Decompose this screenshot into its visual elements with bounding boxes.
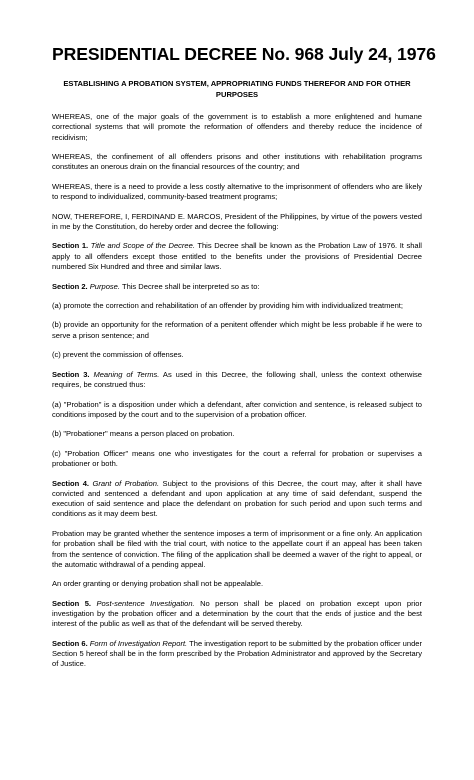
whereas-clause-1: WHEREAS, one of the major goals of the government is to establish a more enlightened and humane correctional systems that will promote the reformation of offenders and thereby reduce the incidence of recidivism; [52, 112, 422, 142]
now-therefore-clause: NOW, THEREFORE, I, FERDINAND E. MARCOS, President of the Philippines, by virtue of the powers vested in me by the Constitution, do hereby order and decree the following: [52, 211, 422, 231]
section-4 [52, 479, 422, 520]
section-3-item-b: (b) "Probationer" means a person placed on probation. [52, 429, 235, 439]
section-2-item-c: (c) prevent the commission of offenses. [52, 350, 184, 360]
section-2-item-b: (b) provide an opportunity for the reformation of a penitent offender which might be less probable if he were to serve a prison sentence; and [52, 320, 422, 340]
section-3-label: Section 3. [52, 369, 90, 379]
section-2-title: Purpose. [89, 281, 120, 291]
section-3-text: As used in this Decree, the following shall, unless the context otherwise requires, be construed thus: [52, 369, 422, 390]
section-4-text: Subject to the provisions of this Decree, the court may, after it shall have convicted and sentenced a defendant and upon application at any time of said defendant, suspend the execution of said sentence and place the defendant on probation for such period and upon such terms and conditions as it may deem best. [52, 478, 422, 519]
section-5-text: No person shall be placed on probation except upon prior investigation by the probation officer and a determination by the court that the ends of justice and the best interest of the public as well as that of the defendant will be served thereby. [52, 598, 422, 629]
section-1-title: Title and Scope of the Decree. [90, 241, 195, 251]
section-2-item-a: (a) promote the correction and rehabilitation of an offender by providing him with individualized treatment; [52, 300, 403, 310]
section-6-title: Form of Investigation Report. [89, 638, 188, 648]
section-1 [52, 241, 422, 272]
section-2 [52, 282, 422, 292]
section-5 [52, 599, 422, 630]
section-4-paragraph-3: An order granting or denying probation shall not be appealable. [52, 579, 264, 589]
whereas-clause-3: WHEREAS, there is a need to provide a less costly alternative to the imprisonment of offenders who are likely to respond to individualized, community-based treatment programs; [52, 181, 422, 202]
whereas-clause-2: WHEREAS, the confinement of all offenders prisons and other institutions with rehabilitation programs constitutes an onerous drain on the financial resources of the country; and [52, 152, 422, 172]
section-4-label: Section 4. [52, 478, 90, 488]
section-5-label: Section 5. [52, 598, 91, 608]
section-1-label: Section 1. [52, 241, 89, 251]
document-title: PRESIDENTIAL DECREE No. 968 July 24, 1976 [52, 44, 436, 64]
section-4-paragraph-2: Probation may be granted whether the sentence imposes a term of imprisonment or a fine only. An application for probation shall be filed with the trial court, with notice to the appellate court if an appeal has been taken from the sentence of conviction. The filing of the application shall be deemed a waver of the right to appeal, or the automatic withdrawal of a pending appeal. [52, 528, 422, 569]
section-4-title: Grant of Probation. [92, 478, 160, 488]
section-6-text: The investigation report to be submitted by the probation officer under Section 5 hereof shall be in the form prescribed by the Probation Administrator and approved by the Secretary of Justice. [52, 638, 422, 669]
section-6 [52, 639, 422, 670]
section-5-title: Post-sentence Investigation. [96, 598, 195, 608]
section-3-title: Meaning of Terms. [93, 369, 160, 379]
section-2-label: Section 2. [52, 281, 88, 291]
section-2-text: This Decree shall be interpreted so as to: [121, 281, 260, 291]
section-1-text: This Decree shall be known as the Probation Law of 1976. It shall apply to all offenders except those entitled to the benefits under the provisions of Presidential Decree numbered Six Hundred and three and similar laws. [52, 241, 422, 272]
section-3 [52, 370, 422, 391]
section-6-label: Section 6. [52, 638, 88, 648]
document-subtitle: ESTABLISHING A PROBATION SYSTEM, APPROPRIATING FUNDS THEREFOR AND FOR OTHER PURPOSES [63, 79, 411, 99]
section-3-item-a: (a) "Probation" is a disposition under which a defendant, after conviction and sentence, is released subject to conditions imposed by the court and to the supervision of a probation officer. [52, 399, 422, 419]
section-3-item-c: (c) "Probation Officer" means one who investigates for the court a referral for probation or supervises a probationer or both. [52, 448, 422, 469]
